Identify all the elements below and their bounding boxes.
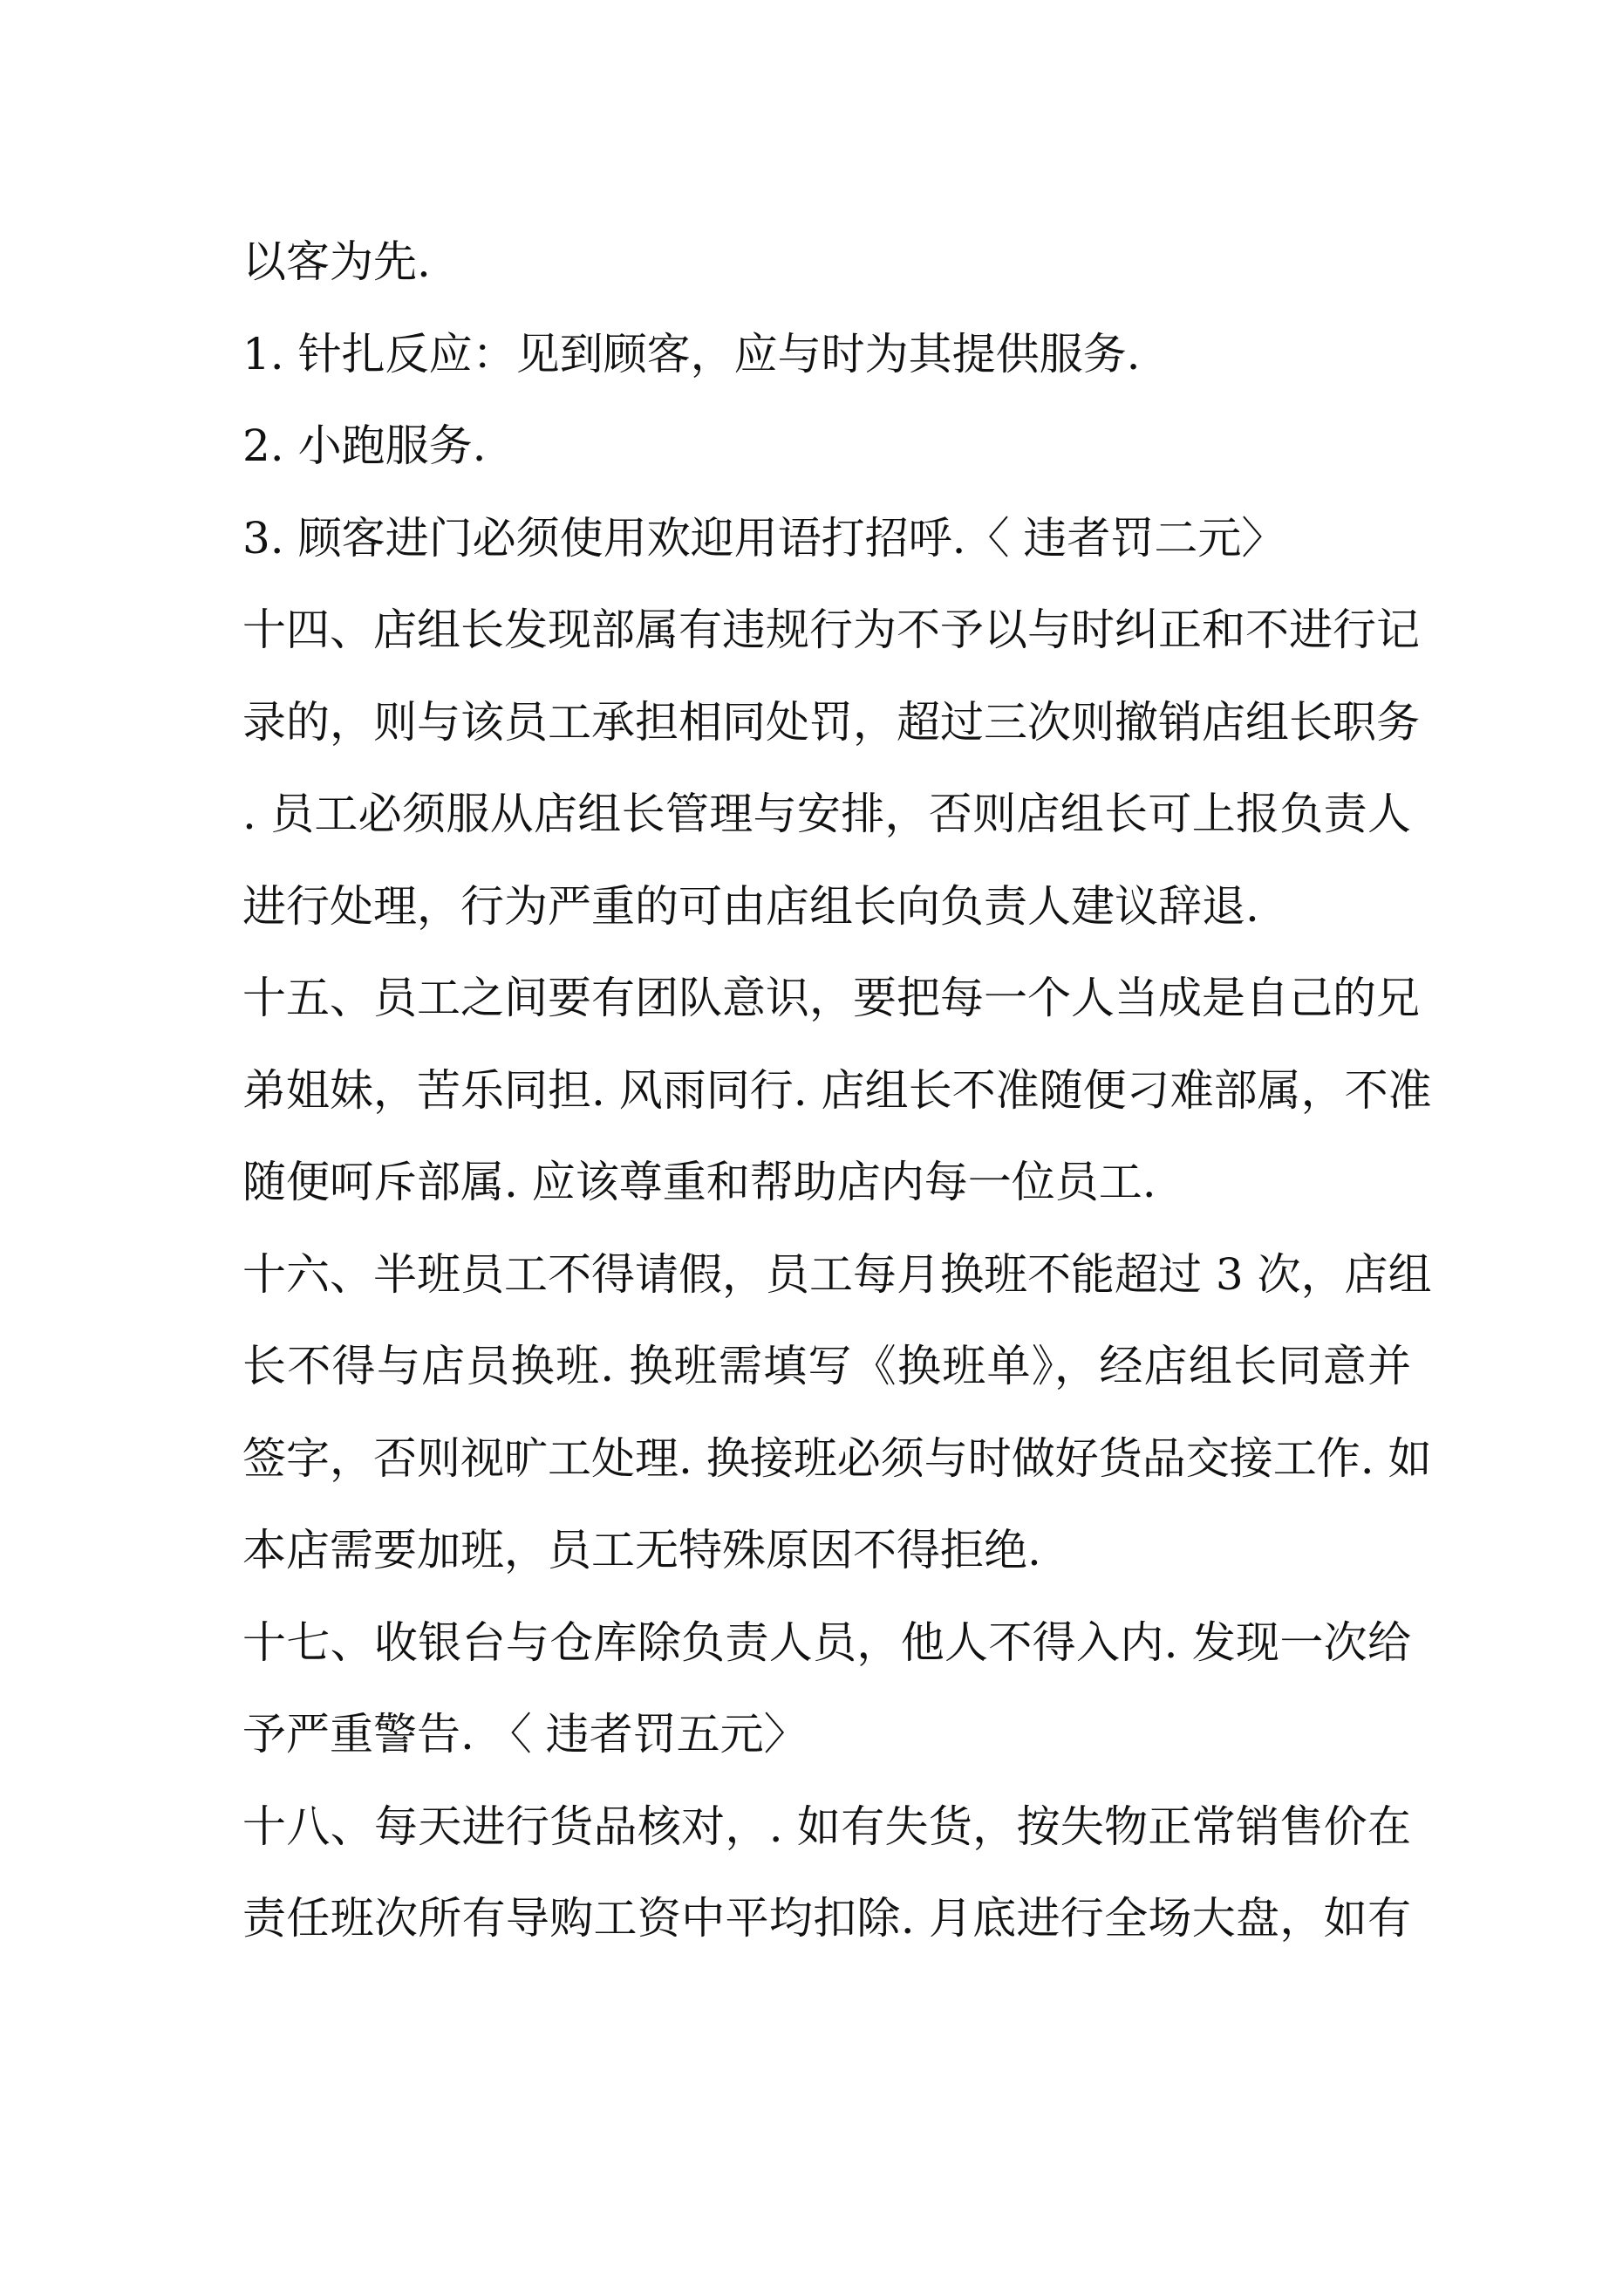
paragraph-rule-2 [242, 400, 1411, 493]
paragraph-rule-1 [242, 309, 1411, 401]
paragraph-article-14 [242, 584, 1420, 953]
text-line: 随便呵斥部属. 应该尊重和帮助店内每一位员工. [242, 1157, 1156, 1207]
paragraph-article-17 [242, 1597, 1411, 1781]
text-line: 十七、收银台与仓库除负责人员，他人不得入内. 发现一次给 [242, 1616, 1411, 1668]
text-line: 十六、半班员工不得请假，员工每月换班不能超过 3 次，店组 [242, 1248, 1432, 1300]
text-line: 以客为先. [242, 236, 431, 287]
text-line: 1. 针扎反应：见到顾客，应与时为其提供服务. [242, 328, 1141, 379]
text-line: 本店需要加班，员工无特殊原因不得拒绝. [242, 1525, 1041, 1575]
paragraph-article-16 [242, 1229, 1432, 1597]
document-body [242, 216, 1432, 1965]
paragraph-customer-first [242, 216, 1411, 309]
text-line: 2. 小跑服务. [242, 420, 487, 471]
paragraph-article-15 [242, 953, 1432, 1229]
text-line: 十五、员工之间要有团队意识，要把每一个人当成是自己的兄 [242, 973, 1420, 1023]
text-line: 签字，否则视旷工处理. 换接班必须与时做好货品交接工作. 如 [242, 1432, 1432, 1484]
text-line: 长不得与店员换班. 换班需填写《换班单》，经店组长同意并 [242, 1341, 1411, 1391]
text-line: 弟姐妹，苦乐同担. 风雨同行. 店组长不准随便刁难部属，不准 [242, 1064, 1432, 1116]
text-line: 录的，则与该员工承担相同处罚，超过三次则撤销店组长职务 [242, 696, 1420, 748]
text-line: 3. 顾客进门必须使用欢迎用语打招呼.〈 违者罚二元〉 [242, 512, 1285, 564]
text-line: 予严重警告. 〈 违者罚五元〉 [242, 1709, 808, 1760]
text-line: 十四、店组长发现部属有违规行为不予以与时纠正和不进行记 [242, 605, 1420, 655]
text-line: 责任班次所有导购工资中平均扣除. 月底进行全场大盘，如有 [242, 1893, 1411, 1944]
text-line: . 员工必须服从店组长管理与安排，否则店组长可上报负责人 [242, 789, 1411, 839]
text-line: 十八、每天进行货品核对，. 如有失货，按失物正常销售价在 [242, 1801, 1411, 1852]
paragraph-article-18 [242, 1781, 1411, 1965]
paragraph-rule-3 [242, 493, 1411, 585]
text-line: 进行处理，行为严重的可由店组长向负责人建议辞退. [242, 880, 1259, 932]
